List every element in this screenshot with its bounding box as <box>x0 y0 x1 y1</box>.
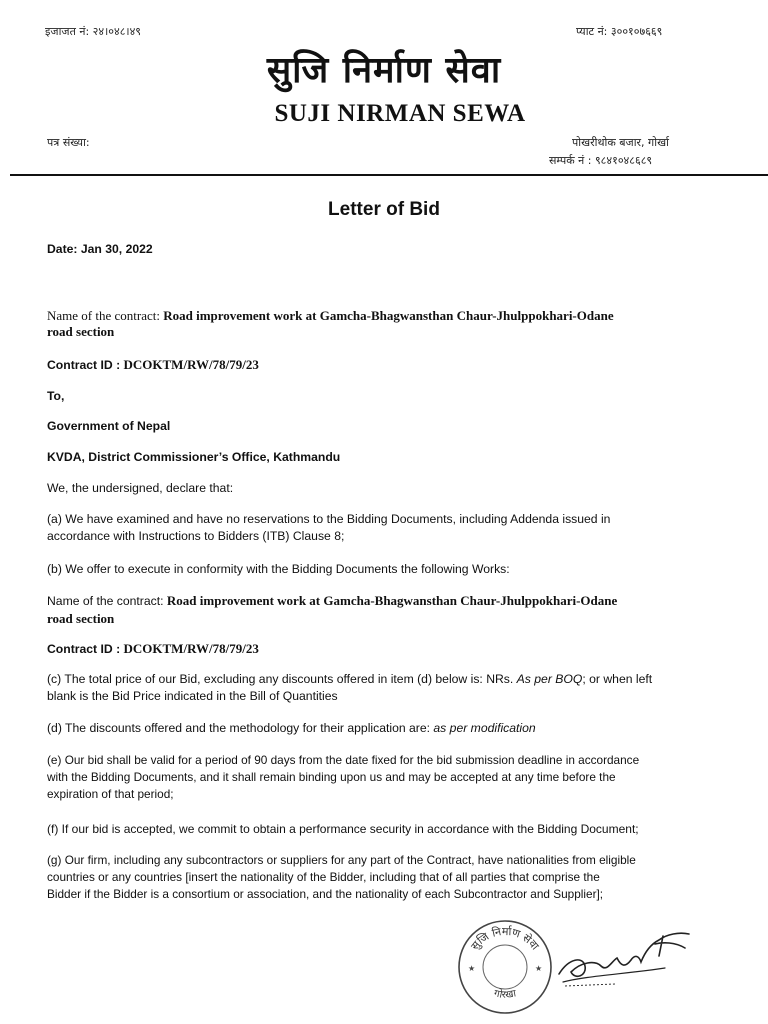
clause-a <box>47 511 697 545</box>
contract-id-line-2 <box>47 640 697 658</box>
company-name-english: SUJI NIRMAN SEWA <box>274 100 526 127</box>
clause-b: (b) We offer to execute in conformity with the Bidding Documents the following Works: <box>47 562 510 576</box>
seal-top-text: सुजि निर्माण सेवा <box>468 924 542 953</box>
clause-c-line-2: blank is the Bid Price indicated in the Bill of Quantities <box>47 689 338 703</box>
clause-d-discount: as per modification <box>433 721 536 735</box>
contract-id-label: Contract ID : <box>47 358 121 372</box>
clause-d-text: (d) The discounts offered and the methodology for their application are: <box>47 721 431 735</box>
clause-g-line-3: Bidder if the Bidder is a consortium or association, and the nationality of each Subcontractor and Supplier]; <box>47 887 604 901</box>
seal-star-right-icon: ★ <box>535 964 543 973</box>
seal-star-left-icon: ★ <box>468 964 476 973</box>
contact-number: सम्पर्क नं : ९८४१०४८६८९ <box>549 154 653 167</box>
authorized-signature <box>555 922 705 990</box>
contract-name-label: Name of the contract: <box>47 308 160 323</box>
contract-id-label-2: Contract ID : <box>47 642 121 656</box>
contract-name-value-2: Road improvement work at Gamcha-Bhagwansthan Chaur-Jhulppokhari-Odane <box>166 593 618 608</box>
clause-g-line-2: countries or any countries [insert the nationality of the Bidder, including that of all parties that comprise the <box>47 870 600 884</box>
recipient-line-2: KVDA, District Commissioner’s Office, Kathmandu <box>47 450 341 464</box>
clause-d <box>47 720 697 737</box>
clause-f: (f) If our bid is accepted, we commit to obtain a performance security in accordance with the Bidding Document; <box>47 822 639 836</box>
clause-g <box>47 852 737 903</box>
letter-number-label: पत्र संख्या: <box>47 136 90 149</box>
contract-name-block <box>47 308 697 340</box>
clause-e <box>47 752 737 803</box>
company-name-nepali: सुजि निर्माण सेवा <box>266 50 502 91</box>
contract-name-value: Road improvement work at Gamcha-Bhagwansthan Chaur-Jhulppokhari-Odane <box>163 308 614 323</box>
header-divider <box>10 174 768 176</box>
contract-id-value: DCOKTM/RW/78/79/23 <box>123 357 259 372</box>
clause-c-text-post: ; or when left <box>582 672 653 686</box>
clause-g-line-1: (g) Our firm, including any subcontractors or suppliers for any part of the Contract, have nationalities from eligible <box>47 853 636 867</box>
contract-name-value-2-cont: road section <box>47 611 115 626</box>
declaration-intro: We, the undersigned, declare that: <box>47 481 234 495</box>
letter-heading: Letter of Bid <box>328 199 440 220</box>
clause-a-line-1: (a) We have examined and have no reservations to the Bidding Documents, including Addenda issued in <box>47 512 611 526</box>
clause-e-line-3: expiration of that period; <box>47 787 174 801</box>
company-address: पोखरीथोक बजार, गोर्खा <box>572 136 669 149</box>
letter-date: Date: Jan 30, 2022 <box>47 242 153 256</box>
contract-id-value-2: DCOKTM/RW/78/79/23 <box>123 641 259 656</box>
clause-c <box>47 671 719 705</box>
clause-e-line-1: (e) Our bid shall be valid for a period of 90 days from the date fixed for the bid submission deadline in accordance <box>47 753 640 767</box>
contract-name-block-2 <box>47 592 697 628</box>
pan-number: प्याट नं: ३००१०७६६९ <box>576 25 663 38</box>
company-seal <box>455 917 555 1017</box>
salutation-to: To, <box>47 389 65 403</box>
clause-e-line-2: with the Bidding Documents, and it shall remain binding upon us and may be accepted at any time before the <box>47 770 616 784</box>
clause-c-text: (c) The total price of our Bid, excluding any discounts offered in item (d) below is: NRs. <box>47 672 514 686</box>
recipient-line-1: Government of Nepal <box>47 419 171 433</box>
clause-c-price: As per BOQ <box>516 672 583 686</box>
contract-name-value-cont: road section <box>47 324 115 339</box>
contract-id-line <box>47 356 697 374</box>
contract-name-label-2: Name of the contract: <box>47 594 164 608</box>
license-number: इजाजत नं: २४।०४८।४९ <box>45 25 142 38</box>
seal-bottom-text: गोरखा <box>492 988 518 1002</box>
clause-a-line-2: accordance with Instructions to Bidders (ITB) Clause 8; <box>47 529 345 543</box>
